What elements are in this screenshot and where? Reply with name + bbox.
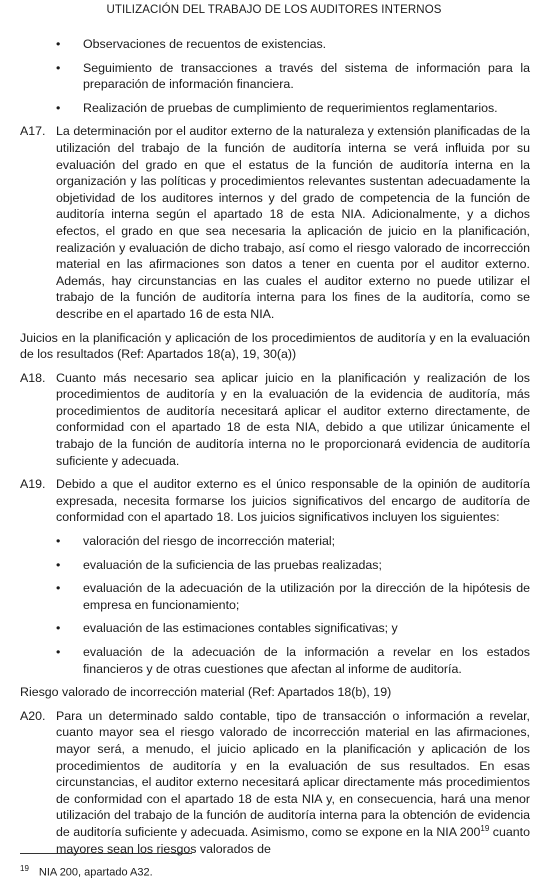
section-heading: Riesgo valorado de incorrección material (Ref: Apartados 18(b), 19) (20, 685, 392, 700)
a19-bullet-list (56, 533, 530, 677)
bullet-icon: • (56, 37, 61, 51)
paragraph-text: La determinación por el auditor externo de la naturaleza y extensión planificadas de la utilización del trabajo de la función de auditoría interna se verá influida por su evaluación del grado en que el estatus de la función de auditoría interna en la organización y las políticas y procedimientos relevantes sustentan adecuadamente la objetividad de los auditores internos y del grado de competencia de la función de auditoría interna según el apartado 18 de esta NIA. Adicionalmente, y a dichos efectos, el grado en que sea necesaria la aplicación de juicio en la planificación, realización y evaluación de dicho trabajo, así como el riesgo valorado de incorrección material en las afirmaciones son datos a tener en cuenta por el auditor externo. Además, hay circunstancias en las cuales el auditor externo no puede utilizar el trabajo de la función de auditoría interna para los fines de la auditoría, como se describe en el apartado 16 de esta NIA. (56, 124, 530, 321)
paragraph-a20 (20, 708, 530, 857)
section-heading: Juicios en la planificación y aplicación de los procedimientos de auditoría y en la evaluación de los resultados (Ref: Apartados 18(a), 19, 30(a)) (20, 330, 530, 362)
paragraph-number: A17. (20, 124, 46, 139)
list-item: • evaluación de la adecuación de la utilización por la dirección de la hipótesis de empresa en funcionamiento; (56, 581, 530, 612)
footnote-reference[interactable]: 19 (480, 823, 490, 833)
footnote (20, 864, 153, 879)
paragraph-a18 (20, 370, 530, 470)
list-item: • Seguimiento de transacciones a través del sistema de información para la preparación de información financiera. (56, 60, 530, 92)
bullet-icon: • (56, 581, 61, 596)
paragraph-number: A19. (20, 477, 46, 492)
list-item: • evaluación de la adecuación de la información a revelar en los estados financieros y de otras cuestiones que afectan al informe de auditoría. (56, 645, 530, 676)
paragraph-number: A20. (20, 708, 46, 723)
bullet-icon: • (56, 60, 61, 75)
paragraph-text: Debido a que el auditor externo es el único responsable de la opinión de auditoría expresada, necesita formarse los juicios significativos del encargo de auditoría de conformidad con el apartado 18. Los juicios significativos incluyen los siguientes: (56, 477, 530, 525)
paragraph-a19 (20, 476, 530, 526)
bullet-icon: • (56, 100, 61, 115)
list-item: • valoración del riesgo de incorrección material; (56, 534, 336, 549)
list-item: • evaluación de la suficiencia de las pruebas realizadas; (56, 557, 382, 572)
bullet-icon: • (56, 645, 61, 659)
paragraph-a17 (20, 123, 530, 322)
bullet-icon: • (56, 534, 61, 549)
bullet-icon: • (56, 557, 61, 572)
footnote-text: NIA 200, apartado A32. (38, 866, 153, 879)
paragraph-text: Cuanto más necesario sea aplicar juicio en la planificación y realización de los procedimientos de auditoría y en la evaluación de la evidencia de auditoría, más procedimientos de auditoría necesitará aplicar el auditor externo directamente, de conformidad con el apartado 18 de esta NIA, debido a que utilizar únicamente el trabajo de la función de auditoría interna no le proporcionará evidencia de auditoría suficiente y adecuada. (56, 370, 530, 468)
bullet-icon: • (56, 621, 61, 636)
page-body (20, 36, 530, 864)
list-item: • evaluación de las estimaciones contables significativas; y (56, 621, 398, 636)
list-item: • Observaciones de recuentos de existencias. (56, 37, 327, 51)
running-header: UTILIZACIÓN DEL TRABAJO DE LOS AUDITORES INTERNOS (106, 4, 442, 16)
footnote-number: 19 (20, 864, 29, 873)
footnote-divider (20, 853, 192, 854)
paragraph-text: Para un determinado saldo contable, tipo de transacción o información a revelar, cuanto mayor sea el riesgo valorado de incorrección material en las afirmaciones, mayor será, a menudo, el juicio aplicado en la planificación y aplicación de los procedimientos de auditoría y en la evaluación de sus resultados. En esas circunstancias, el auditor externo necesitará aplicar directamente más procedimientos de conformidad con el apartado 18 de esta NIA y, en consecuencia, hará una menor utilización del trabajo de la función de auditoría interna para la obtención de evidencia de auditoría suficiente y adecuada. Asimismo, como se expone en la NIA $200^{19}$ cuanto mayores sean los riesgos valorados de (56, 708, 530, 856)
top-bullet-list (20, 36, 530, 116)
paragraph-number: A18. (20, 370, 46, 385)
list-item: • Realización de pruebas de cumplimiento de requerimientos reglamentarios. (56, 100, 498, 115)
